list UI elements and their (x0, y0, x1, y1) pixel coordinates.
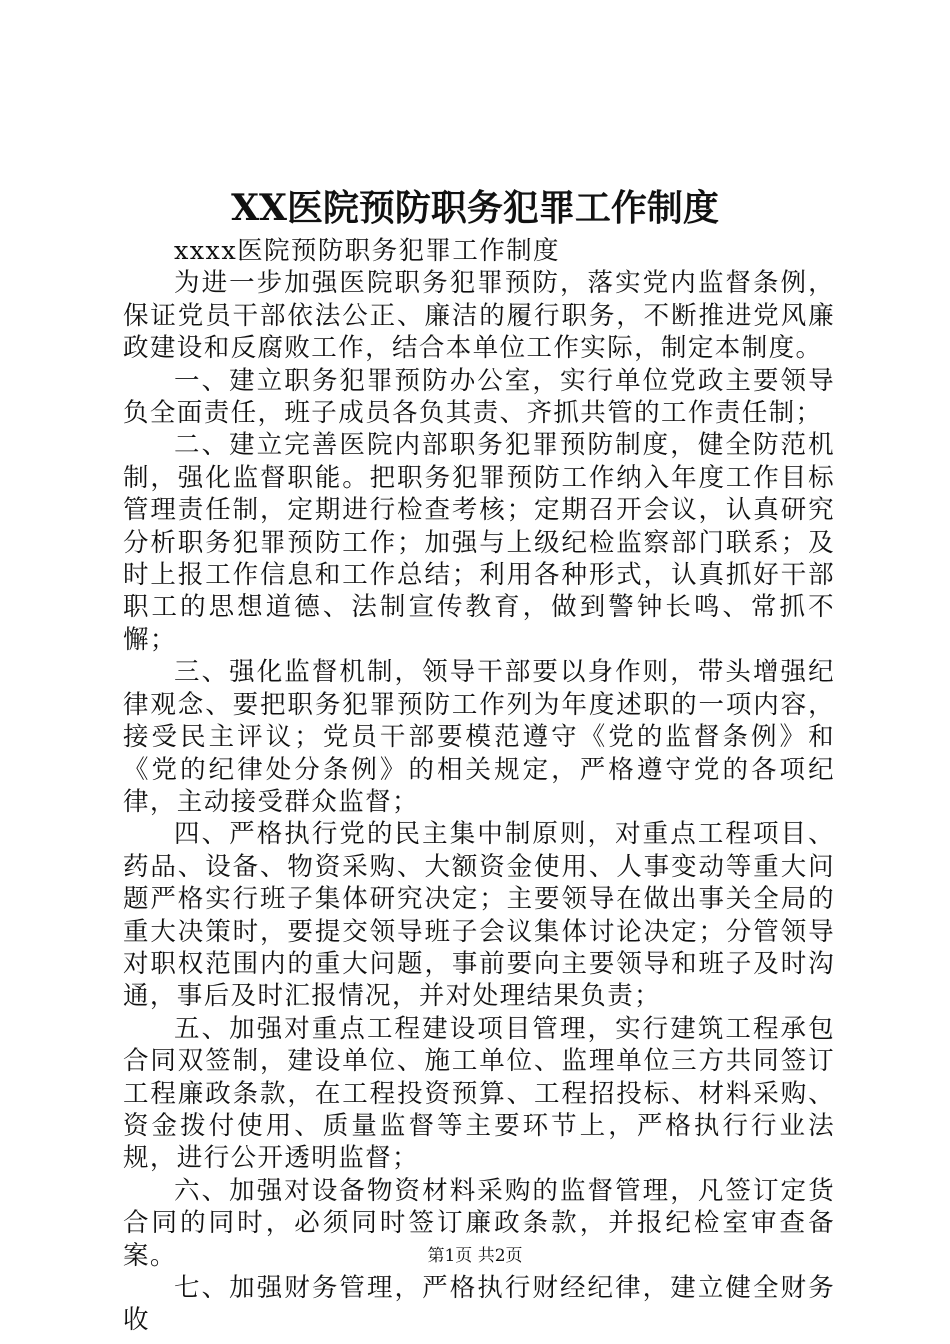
paragraph-item-1: 一、建立职务犯罪预防办公室，实行单位党政主要领导负全面责任，班子成员各负其责、齐抓共管的工作责任制； (123, 365, 835, 429)
paragraph-item-7: 七、加强财务管理，严格执行财经纪律，建立健全财务收 (123, 1273, 835, 1336)
paragraph-intro: 为进一步加强医院职务犯罪预防，落实党内监督条例，保证党员干部依法公正、廉洁的履行职务，不断推进党风廉政建设和反腐败工作，结合本单位工作实际，制定本制度。 (123, 268, 835, 364)
document-subtitle: xxxx医院预防职务犯罪工作制度 (174, 236, 560, 266)
document-body (123, 235, 835, 1337)
paragraph-item-2: 二、建立完善医院内部职务犯罪预防制度，健全防范机制，强化监督职能。把职务犯罪预防工作纳入年度工作目标管理责任制，定期进行检查考核；定期召开会议，认真研究分析职务犯罪预防工作；加强与上级纪检监察部门联系；及时上报工作信息和工作总结；利用各种形式，认真抓好干部职工的思想道德、法制宣传教育，做到警钟长鸣、常抓不懈； (123, 430, 835, 655)
page-number-footer: 第1页 共2页 (427, 1246, 523, 1266)
paragraph-item-5: 五、加强对重点工程建设项目管理，实行建筑工程承包合同双签制，建设单位、施工单位、监理单位三方共同签订工程廉政条款，在工程投资预算、工程招投标、材料采购、资金拨付使用、质量监督等主要环节上，严格执行行业法规，进行公开透明监督； (123, 1013, 835, 1174)
paragraph-item-6: 六、加强对设备物资材料采购的监督管理，凡签订定货合同的同时，必须同时签订廉政条款，并报纪检室审查备案。 (123, 1175, 835, 1271)
document-title: XX医院预防职务犯罪工作制度 (231, 187, 719, 229)
paragraph-item-3: 三、强化监督机制，领导干部要以身作则，带头增强纪律观念、要把职务犯罪预防工作列为年度述职的一项内容，接受民主评议；党员干部要模范遵守《党的监督条例》和《党的纪律处分条例》的相关规定，严格遵守党的各项纪律，主动接受群众监督； (123, 657, 835, 817)
paragraph-item-4: 四、严格执行党的民主集中制原则，对重点工程项目、药品、设备、物资采购、大额资金使用、人事变动等重大问题严格实行班子集体研究决定；主要领导在做出事关全局的重大决策时，要提交领导班子会议集体讨论决定；分管领导对职权范围内的重大问题，事前要向主要领导和班子及时沟通，事后及时汇报情况，并对处理结果负责； (123, 819, 835, 1012)
